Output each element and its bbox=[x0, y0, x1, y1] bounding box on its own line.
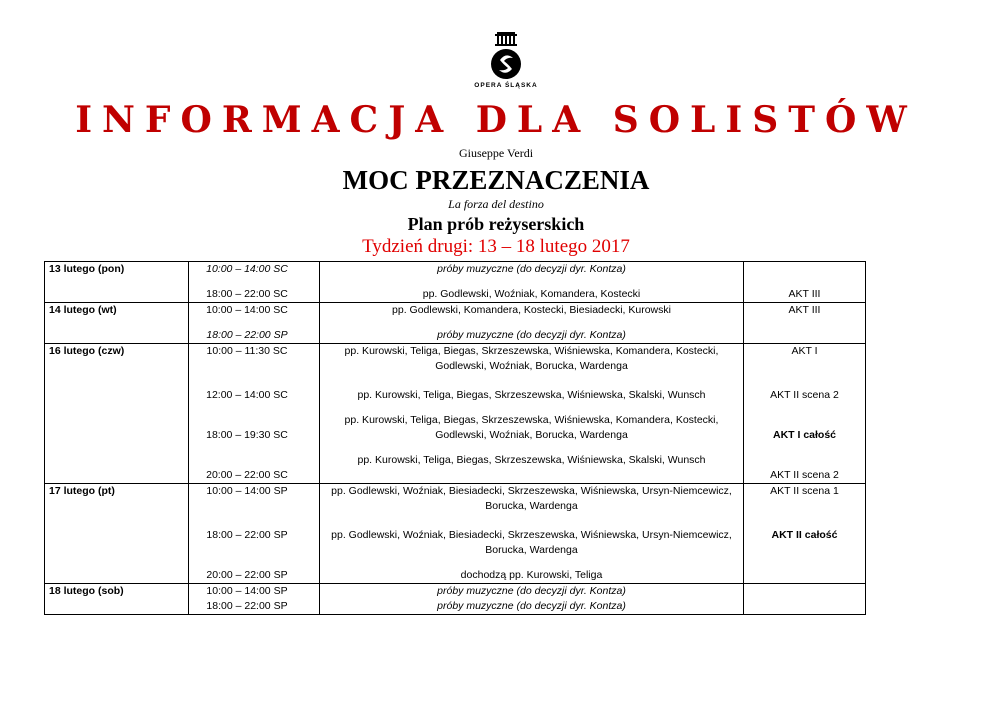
opera-logo bbox=[474, 30, 538, 100]
session-time: 10:00 – 11:30 SC bbox=[189, 344, 320, 375]
session-act: AKT III bbox=[744, 303, 866, 319]
session-description: pp. Godlewski, Woźniak, Biesiadecki, Skrzeszewska, Wiśniewska, Ursyn-Niemcewicz, Borucka, Wardenga bbox=[320, 528, 744, 558]
week-range: Tydzień drugi: 13 – 18 lutego 2017 bbox=[362, 236, 630, 257]
headline: INFORMACJA DLA SOLISTÓW bbox=[75, 99, 917, 141]
session-act: AKT I bbox=[744, 344, 866, 375]
table-row bbox=[45, 262, 866, 278]
schedule-table bbox=[44, 261, 866, 615]
plan-title: Plan prób reżyserskich bbox=[407, 214, 585, 234]
session-act bbox=[744, 568, 866, 584]
session-act bbox=[744, 584, 866, 600]
session-time: 12:00 – 14:00 SC bbox=[189, 388, 320, 403]
session-act bbox=[744, 262, 866, 278]
day-label: 13 lutego (pon) bbox=[45, 262, 189, 278]
session-time: 10:00 – 14:00 SP bbox=[189, 584, 320, 600]
table-row bbox=[45, 388, 866, 403]
table-row bbox=[45, 287, 866, 303]
table-row bbox=[45, 584, 866, 600]
session-act: AKT II scena 1 bbox=[744, 484, 866, 515]
session-act bbox=[744, 599, 866, 615]
session-time: 10:00 – 14:00 SC bbox=[189, 262, 320, 278]
session-description: próby muzyczne (do decyzji dyr. Kontza) bbox=[320, 262, 744, 278]
session-act: AKT I całość bbox=[744, 413, 866, 443]
session-description: pp. Godlewski, Woźniak, Komandera, Kostecki bbox=[320, 287, 744, 303]
opera-title: MOC PRZEZNACZENIA bbox=[342, 165, 650, 195]
table-row bbox=[45, 484, 866, 515]
table-row bbox=[45, 528, 866, 558]
session-act: AKT II scena 2 bbox=[744, 388, 866, 403]
table-row bbox=[45, 568, 866, 584]
table-row bbox=[45, 303, 866, 319]
table-row bbox=[45, 599, 866, 615]
session-description: próby muzyczne (do decyzji dyr. Kontza) bbox=[320, 599, 744, 615]
day-label: 18 lutego (sob) bbox=[45, 584, 189, 600]
session-description: pp. Kurowski, Teliga, Biegas, Skrzeszewska, Wiśniewska, Komandera, Kostecki, Godlewski, Woźniak, Borucka, Wardenga bbox=[320, 413, 744, 443]
session-description: pp. Kurowski, Teliga, Biegas, Skrzeszewska, Wiśniewska, Skalski, Wunsch bbox=[320, 388, 744, 403]
session-description: pp. Kurowski, Teliga, Biegas, Skrzeszewska, Wiśniewska, Skalski, Wunsch bbox=[320, 453, 744, 484]
composer: Giuseppe Verdi bbox=[458, 146, 534, 160]
table-row bbox=[45, 344, 866, 375]
session-time: 20:00 – 22:00 SP bbox=[189, 568, 320, 584]
session-time: 20:00 – 22:00 SC bbox=[189, 453, 320, 484]
logo-text: OPERA ŚLĄSKA bbox=[474, 82, 538, 89]
session-time: 18:00 – 22:00 SP bbox=[189, 328, 320, 344]
session-time: 10:00 – 14:00 SP bbox=[189, 484, 320, 515]
session-description: dochodzą pp. Kurowski, Teliga bbox=[320, 568, 744, 584]
session-description: próby muzyczne (do decyzji dyr. Kontza) bbox=[320, 328, 744, 344]
session-description: pp. Godlewski, Komandera, Kostecki, Biesiadecki, Kurowski bbox=[320, 303, 744, 319]
session-description: próby muzyczne (do decyzji dyr. Kontza) bbox=[320, 584, 744, 600]
table-row bbox=[45, 413, 866, 443]
table-row bbox=[45, 453, 866, 484]
session-act bbox=[744, 328, 866, 344]
day-label: 17 lutego (pt) bbox=[45, 484, 189, 515]
table-row bbox=[45, 328, 866, 344]
session-time: 18:00 – 22:00 SP bbox=[189, 528, 320, 558]
day-label: 14 lutego (wt) bbox=[45, 303, 189, 319]
opera-subtitle: La forza del destino bbox=[448, 197, 544, 211]
day-label: 16 lutego (czw) bbox=[45, 344, 189, 375]
session-time: 18:00 – 19:30 SC bbox=[189, 413, 320, 443]
session-time: 18:00 – 22:00 SP bbox=[189, 599, 320, 615]
opera-slaska-logo-icon bbox=[489, 30, 523, 82]
session-time: 10:00 – 14:00 SC bbox=[189, 303, 320, 319]
session-act: AKT III bbox=[744, 287, 866, 303]
session-time: 18:00 – 22:00 SC bbox=[189, 287, 320, 303]
session-act: AKT II całość bbox=[744, 528, 866, 558]
session-description: pp. Kurowski, Teliga, Biegas, Skrzeszewska, Wiśniewska, Komandera, Kostecki, Godlewski, Woźniak, Borucka, Wardenga bbox=[320, 344, 744, 375]
session-act: AKT II scena 2 bbox=[744, 453, 866, 484]
session-description: pp. Godlewski, Woźniak, Biesiadecki, Skrzeszewska, Wiśniewska, Ursyn-Niemcewicz, Borucka, Wardenga bbox=[320, 484, 744, 515]
